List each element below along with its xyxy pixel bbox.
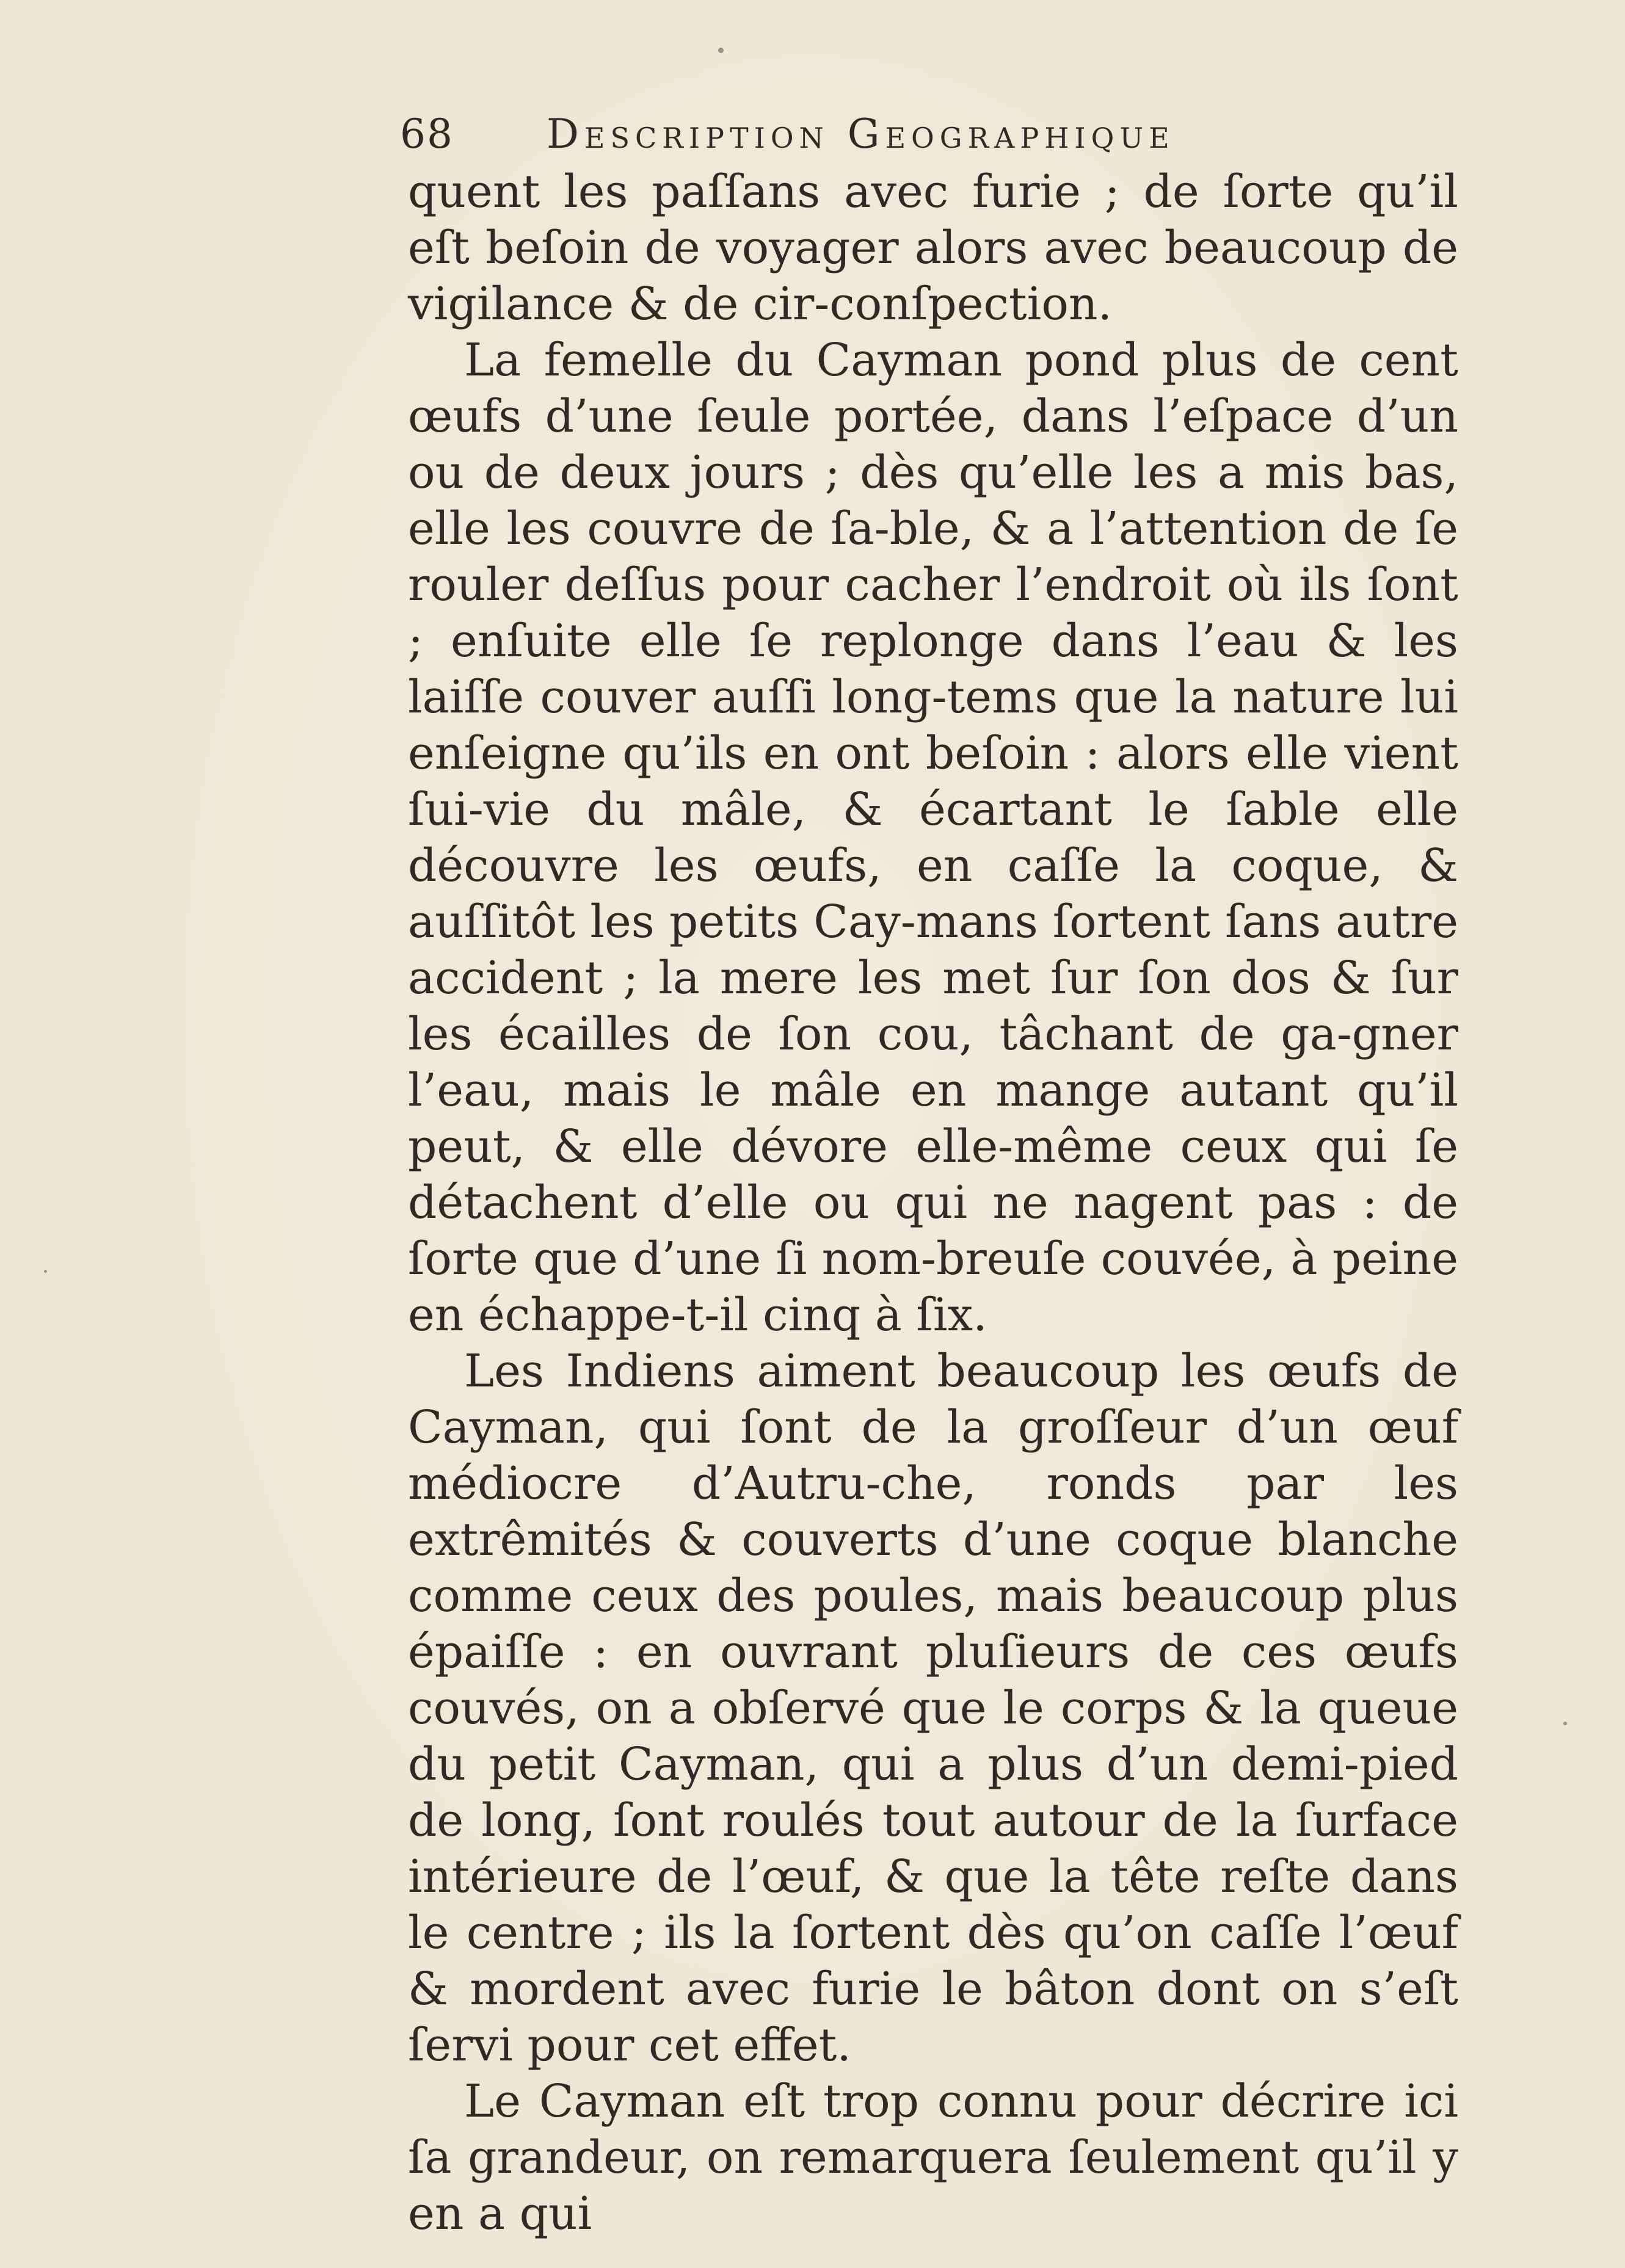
ink-speck bbox=[44, 1270, 47, 1273]
ink-speck bbox=[718, 48, 724, 53]
paragraph-cayman-size: Le Cayman eſt trop connu pour décrire ici ſa grandeur, on remarquera ſeulement qu’il y en a qui bbox=[408, 2075, 1458, 2240]
paragraph-indians-eggs: Les Indiens aiment beaucoup les œufs de Cayman, qui ſont de la groſſeur d’un œuf médiocre d’Autru-che, ronds par les extrêmités & couverts d’une coque blanche comme ceux des poules, mais beaucoup plus épaiſſe : en ouvrant pluſieurs de ces œufs couvés, on a obſervé que le corps & la queue du petit Cayman, qui a plus d’un demi-pied de long, ſont roulés tout autour de la ſurface intérieure de l’œuf, & que la tête reſte dans le centre ; ils la ſortent dès qu’on caſſe l’œuf & mordent avec furie le bâton dont on s’eſt ſervi pour cet effet. bbox=[408, 1345, 1458, 2071]
paragraph-continuation: quent les paſſans avec furie ; de ſorte qu’il eſt beſoin de voyager alors avec beaucoup de vigilance & de cir-conſpection. bbox=[408, 165, 1458, 330]
ink-speck bbox=[1563, 1722, 1567, 1725]
page-number: 68 bbox=[400, 111, 454, 158]
running-title: Description Geographique bbox=[547, 111, 1175, 158]
body-text bbox=[408, 164, 1458, 2242]
paragraph-cayman-eggs-laying: La femelle du Cayman pond plus de cent œufs d’une ſeule portée, dans l’eſpace d’un ou de deux jours ; dès qu’elle les a mis bas, elle les couvre de ſa-ble, & a l’attention de ſe rouler deſſus pour cacher l’endroit où ils ſont ; enſuite elle ſe replonge dans l’eau & les laiſſe couver auſſi long-tems que la nature lui enſeigne qu’ils en ont beſoin : alors elle vient ſui-vie du mâle, & écartant le ſable elle découvre les œufs, en caſſe la coque, & auſſitôt les petits Cay-mans ſortent ſans autre accident ; la mere les met ſur ſon dos & ſur les écailles de ſon cou, tâchant de ga-gner l’eau, mais le mâle en mange autant qu’il peut, & elle dévore elle-même ceux qui ſe détachent d’elle ou qui ne nagent pas : de ſorte que d’une ſi nom-breuſe couvée, à peine en échappe-t-il cinq à ſix. bbox=[408, 334, 1458, 1341]
page-header bbox=[400, 107, 1377, 162]
